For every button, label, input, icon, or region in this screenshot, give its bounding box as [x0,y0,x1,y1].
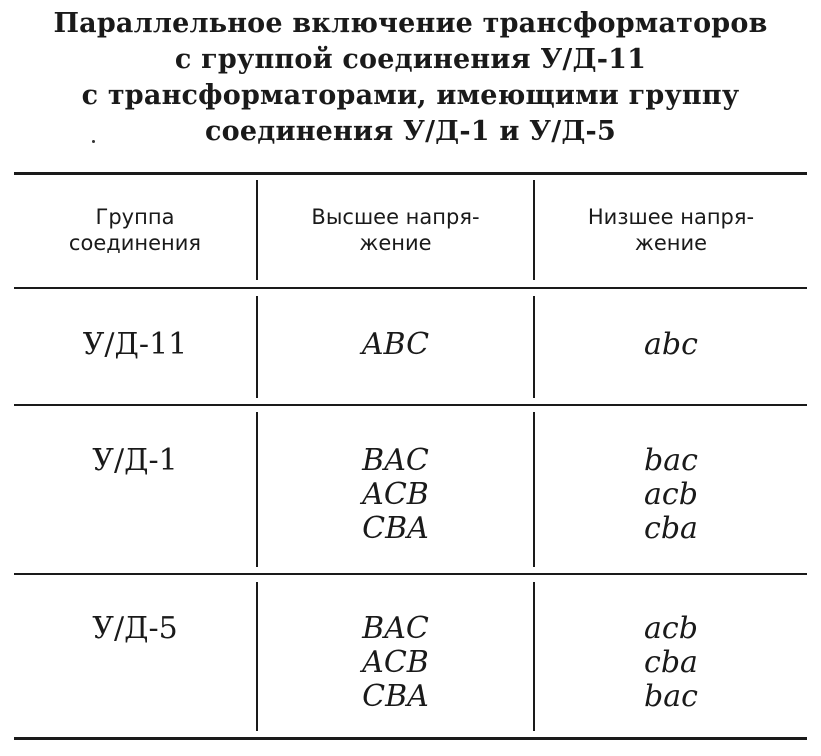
table-bottom-rule [14,737,807,740]
low-voltage-cell: abc [644,327,698,362]
row-divider [14,404,807,406]
row-divider [14,573,807,575]
high-voltage-cell: ABC [361,327,430,362]
header-low-voltage: Низшее напря- жение [587,205,755,255]
group-cell: У/Д-11 [82,327,188,362]
low-voltage-cell: bac acb cba [644,443,698,546]
header-group: Группа соединения [68,205,202,255]
title-line: с группой соединения У/Д-11 [174,44,647,75]
print-speck [92,140,95,143]
high-voltage-cell: BAC ACB CBA [362,611,429,714]
header-high-voltage: Высшее напря- жение [311,205,480,255]
header-bottom-rule [14,287,807,289]
group-cell: У/Д-1 [92,443,178,478]
title-line: с трансформаторами, имеющими группу [81,80,740,111]
group-cell: У/Д-5 [92,611,178,646]
title-line: соединения У/Д-1 и У/Д-5 [205,116,616,147]
document-title [0,6,821,150]
title-line: Параллельное включение трансформаторов [53,8,768,39]
low-voltage-cell: acb cba bac [644,611,698,714]
table-top-rule [14,172,807,175]
high-voltage-cell: BAC ACB CBA [362,443,429,546]
